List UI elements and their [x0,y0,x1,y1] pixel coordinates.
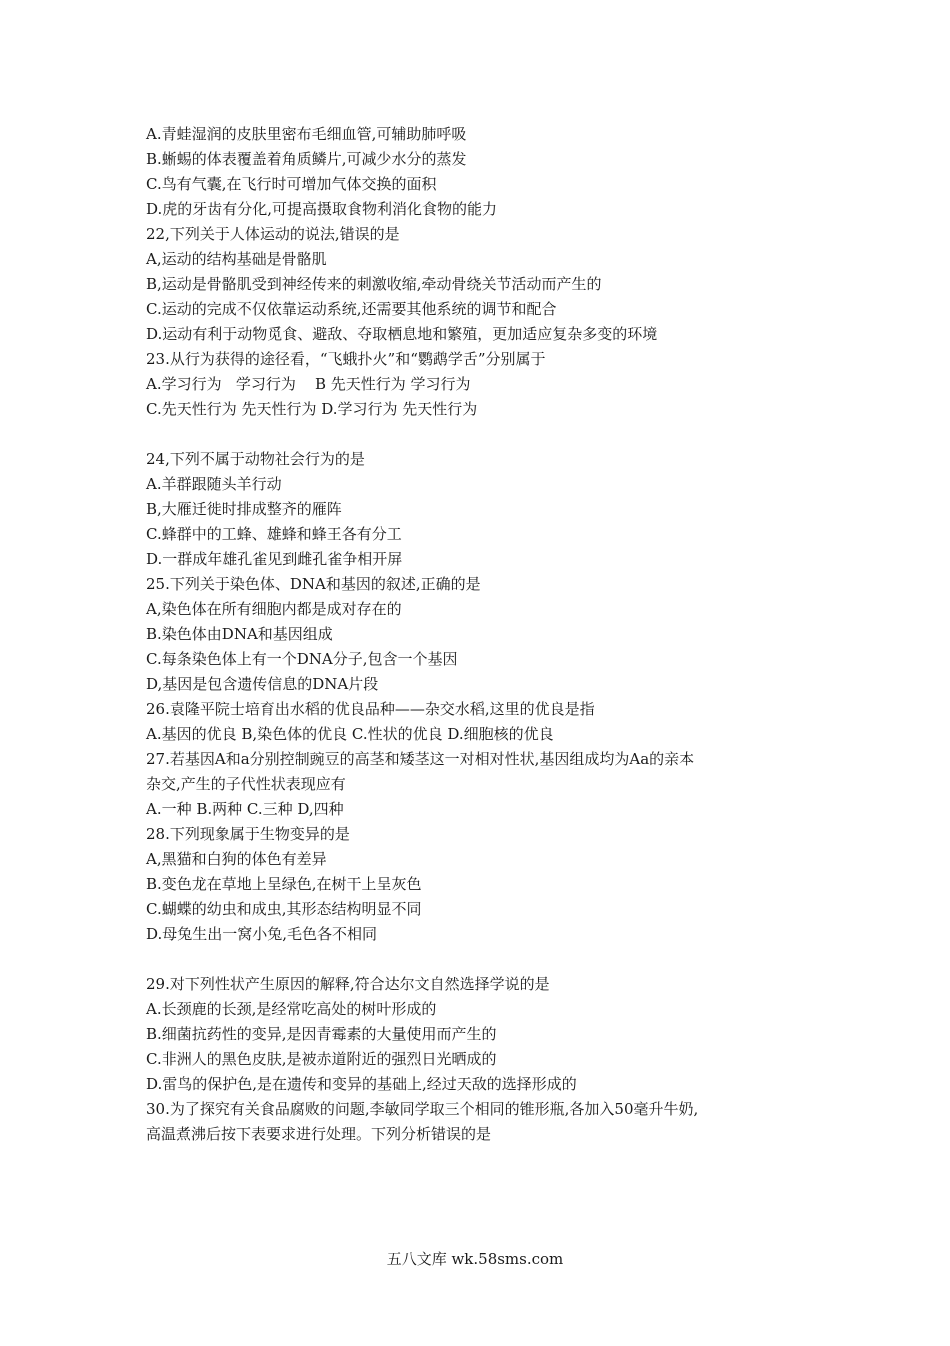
text-line: C.每条染色体上有一个DNA分子,包含一个基因 [146,650,458,668]
text-line: A.基因的优良 B,染色体的优良 C.性状的优良 D.细胞核的优良 [146,725,554,743]
text-line: D.一群成年雄孔雀见到雌孔雀争相开屏 [146,550,403,568]
question-26: 26.袁隆平院士培育出水稻的优良品种——杂交水稻,这里的优良是指 [146,700,595,718]
question-25: 25.下列关于染色体、DNA和基因的叙述,正确的是 [146,575,481,593]
text-line: 高温煮沸后按下表要求进行处理。下列分析错误的是 [146,1125,492,1143]
text-line: C.蝴蝶的幼虫和成虫,其形态结构明显不同 [146,900,422,918]
question-28: 28.下列现象属于生物变异的是 [146,825,350,843]
text-line: A.青蛙湿润的皮肤里密布毛细血管,可辅助肺呼吸 [146,125,467,143]
text-line: C.非洲人的黑色皮肤,是被赤道附近的强烈日光晒成的 [146,1050,497,1068]
text-line: A,染色体在所有细胞内都是成对存在的 [146,600,402,618]
text-line: 杂交,产生的子代性状表现应有 [146,775,346,793]
text-line: C.运动的完成不仅依靠运动系统,还需要其他系统的调节和配合 [146,300,557,318]
document-body [146,122,806,1147]
text-line: D,基因是包含遗传信息的DNA片段 [146,675,379,693]
text-line: B.蜥蜴的体表覆盖着角质鳞片,可减少水分的蒸发 [146,150,467,168]
text-line: B.细菌抗药性的变异,是因青霉素的大量使用而产生的 [146,1025,497,1043]
text-line: D.运动有利于动物觅食、避敌、夺取栖息地和繁殖，更加适应复杂多变的环境 [146,325,658,343]
text-line: B,运动是骨骼肌受到神经传来的刺激收缩,牵动骨绕关节活动而产生的 [146,275,602,293]
question-30: 30.为了探究有关食品腐败的问题,李敏同学取三个相同的锥形瓶,各加入50毫升牛奶, [146,1100,699,1118]
text-line: A,运动的结构基础是骨骼肌 [146,250,327,268]
text-line: A.一种 B.两种 C.三种 D,四种 [146,800,344,818]
text-line: A.学习行为 学习行为 B 先天性行为 学习行为 [146,375,471,393]
question-23: 23.从行为获得的途径看，“飞蛾扑火”和“鹦鹉学舌”分别属于 [146,350,546,368]
question-22: 22,下列关于人体运动的说法,错误的是 [146,225,400,243]
page-footer: 五八文库 wk.58sms.com [386,1250,564,1268]
question-27: 27.若基因A和a分别控制豌豆的高茎和矮茎这一对相对性状,基因组成均为Aa的亲本 [146,750,695,768]
question-29: 29.对下列性状产生原因的解释,符合达尔文自然选择学说的是 [146,975,550,993]
text-line: C.鸟有气囊,在飞行时可增加气体交换的面积 [146,175,437,193]
text-line: B.染色体由DNA和基因组成 [146,625,333,643]
text-line: B,大雁迁徙时排成整齐的雁阵 [146,500,342,518]
question-24: 24,下列不属于动物社会行为的是 [146,450,365,468]
blank-line [146,947,806,972]
text-line: A.羊群跟随头羊行动 [146,475,282,493]
text-line: A.长颈鹿的长颈,是经常吃高处的树叶形成的 [146,1000,437,1018]
text-line: A,黑猫和白狗的体色有差异 [146,850,327,868]
text-line: C.蜂群中的工蜂、雄蜂和蜂王各有分工 [146,525,402,543]
text-line: D.雷鸟的保护色,是在遗传和变异的基础上,经过天敌的选择形成的 [146,1075,577,1093]
text-line: D.虎的牙齿有分化,可提高摄取食物利消化食物的能力 [146,200,498,218]
blank-line [146,422,806,447]
text-line: B.变色龙在草地上呈绿色,在树干上呈灰色 [146,875,422,893]
text-line: D.母兔生出一窝小兔,毛色各不相同 [146,925,378,943]
text-line: C.先天性行为 先天性行为 D.学习行为 先天性行为 [146,400,478,418]
